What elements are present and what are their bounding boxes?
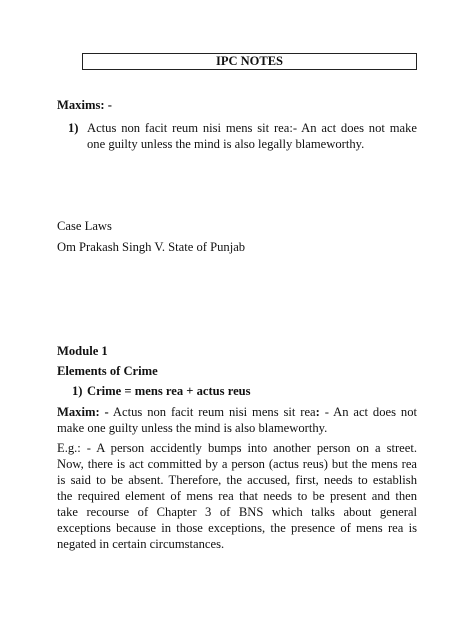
formula-number: 1): [72, 384, 83, 398]
module-title: Module 1: [57, 344, 108, 358]
example-line-2: Now, there is act committed by a person (actus reus) but the mens rea: [57, 457, 417, 471]
case-laws-heading: Case Laws: [57, 219, 112, 233]
page-title: IPC NOTES: [215, 54, 284, 68]
module-subtitle: Elements of Crime: [57, 364, 158, 378]
maxims-item-number: 1): [68, 121, 79, 135]
formula-text: Crime = mens rea + actus reus: [87, 384, 251, 398]
example-line-1: E.g.: - A person accidently bumps into another person on a street.: [57, 441, 417, 455]
page-title-box: [82, 53, 417, 70]
example-line-4: the required element of mens rea that needs to be present and then: [57, 489, 417, 503]
example-line-5: take recourse of Chapter 3 of BNS which talks about general: [57, 505, 417, 519]
maxim-rest: - An act does not: [319, 405, 417, 419]
example-line-6: exceptions because in those exceptions, the presence of mens rea is: [57, 521, 417, 535]
maxims-item-line2: one guilty unless the mind is also legally blameworthy.: [87, 137, 365, 151]
maxims-heading: Maxims: -: [57, 98, 112, 112]
case-law-entry: Om Prakash Singh V. State of Punjab: [57, 240, 246, 254]
example-line-3: is said to be absent. Therefore, the accused, first, needs to establish: [57, 473, 417, 487]
maxim-line1: [57, 405, 417, 421]
maxim-line2: make one guilty unless the mind is also blameworthy.: [57, 421, 328, 435]
maxim-label: Maxim: -: [57, 405, 109, 419]
example-line-7: negated in certain circumstances.: [57, 537, 225, 551]
maxim-latin: Actus non facit reum nisi mens sit rea: [108, 405, 316, 419]
maxims-item-line1: Actus non facit reum nisi mens sit rea:- An act does not make: [87, 121, 417, 135]
maxim-colon: :: [315, 405, 320, 419]
